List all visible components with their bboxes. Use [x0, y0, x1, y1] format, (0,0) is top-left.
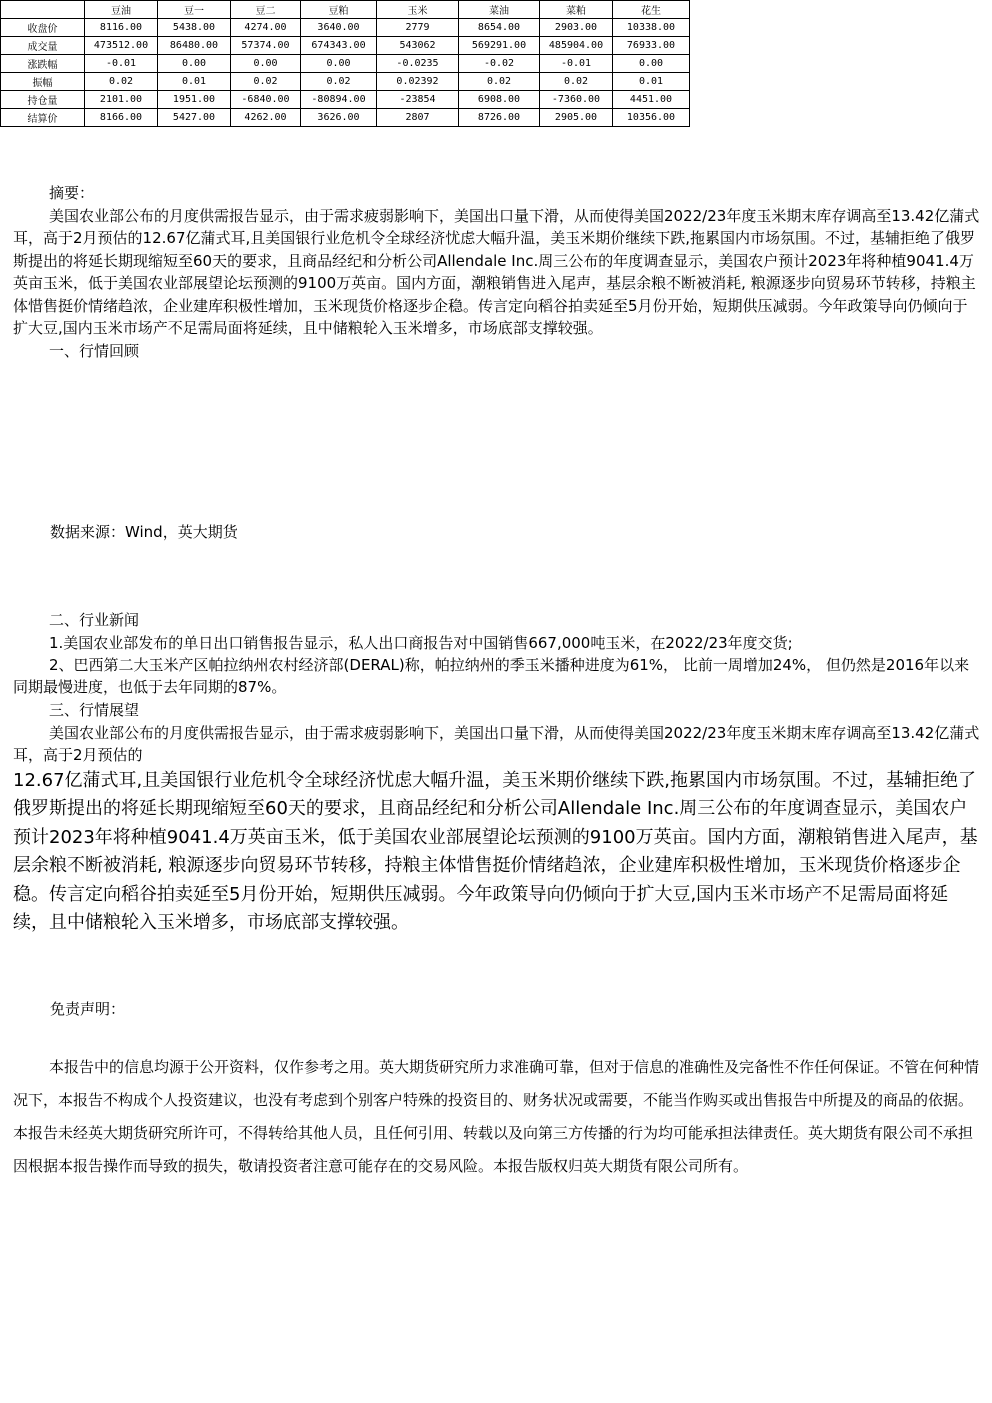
table-cell: 0.02	[85, 73, 158, 91]
table-cell: 3640.00	[301, 19, 377, 37]
table-cell: 0.00	[158, 55, 231, 73]
table-header-cell: 菜粕	[540, 1, 613, 19]
table-cell: 473512.00	[85, 37, 158, 55]
table-cell: 成交量	[1, 37, 85, 55]
table-row	[1, 73, 690, 91]
table-cell: 2903.00	[540, 19, 613, 37]
table-header-cell: 菜油	[459, 1, 540, 19]
table-cell: 0.01	[158, 73, 231, 91]
table-cell: 0.02	[231, 73, 301, 91]
table-cell: 2779	[377, 19, 459, 37]
table-cell: 485904.00	[540, 37, 613, 55]
data-source-note: 数据来源：Wind，英大期货	[50, 523, 238, 541]
industry-news-section	[13, 609, 981, 698]
table-cell: 0.02	[301, 73, 377, 91]
summary-text: 美国农业部公布的月度供需报告显示，由于需求疲弱影响下，美国出口量下滑，从而使得美国2022/23年度玉米期末库存调高至13.42亿蒲式耳，高于2月预估的12.67亿蒲式耳,且美国银行业危机令全球经济忧虑大幅升温，美玉米期价继续下跌,拖累国内市场氛围。不过，基辅拒绝了俄罗斯提出的将延长期现缩短至60天的要求，且商品经纪和分析公司Allendale Inc.周三公布的年度调查显示，美国农户预计2023年将种植9041.4万英亩玉米，低于美国农业部展望论坛预测的9100万英亩。国内方面，潮粮销售进入尾声，基层余粮不断被消耗, 粮源逐步向贸易环节转移，持粮主体惜售挺价情绪趋浓，企业建库积极性增加，玉米现货价格逐步企稳。传言定向稻谷拍卖延至5月份开始，短期供压减弱。今年政策导向仍倾向于扩大豆,国内玉米市场产不足需局面将延续，且中储粮轮入玉米增多，市场底部支撑较强。	[13, 206, 980, 337]
quotes-table-wrapper	[0, 0, 690, 127]
table-header-row	[1, 1, 690, 19]
table-row	[1, 55, 690, 73]
table-cell: 0.00	[301, 55, 377, 73]
table-cell: -80894.00	[301, 91, 377, 109]
outlook-section	[13, 699, 981, 938]
section-title-industry-news: 二、行业新闻	[49, 611, 140, 629]
section-title-outlook: 三、行情展望	[49, 701, 140, 719]
table-cell: 4262.00	[231, 109, 301, 127]
table-cell: 4274.00	[231, 19, 301, 37]
table-cell: -7360.00	[540, 91, 613, 109]
table-cell: 10356.00	[613, 109, 690, 127]
table-cell: 2905.00	[540, 109, 613, 127]
table-cell: 1951.00	[158, 91, 231, 109]
table-cell: 0.00	[231, 55, 301, 73]
table-cell: 674343.00	[301, 37, 377, 55]
table-row	[1, 19, 690, 37]
table-cell: 0.01	[613, 73, 690, 91]
table-cell: -0.02	[459, 55, 540, 73]
table-header-cell: 豆二	[231, 1, 301, 19]
table-header-cell: 花生	[613, 1, 690, 19]
table-cell: 持仓量	[1, 91, 85, 109]
disclaimer-title: 免责声明：	[50, 1000, 126, 1018]
table-header-cell: 豆粕	[301, 1, 377, 19]
table-cell: 569291.00	[459, 37, 540, 55]
table-header-cell	[1, 1, 85, 19]
table-cell: 2101.00	[85, 91, 158, 109]
table-cell: 4451.00	[613, 91, 690, 109]
table-header-cell: 玉米	[377, 1, 459, 19]
table-cell: 5427.00	[158, 109, 231, 127]
summary-label: 摘要：	[49, 184, 95, 202]
table-cell: 涨跌幅	[1, 55, 85, 73]
table-cell: 8166.00	[85, 109, 158, 127]
table-cell: 86480.00	[158, 37, 231, 55]
outlook-text: 12.67亿蒲式耳,且美国银行业危机令全球经济忧虑大幅升温，美玉米期价继续下跌,拖累国内市场氛围。不过，基辅拒绝了俄罗斯提出的将延长期现缩短至60天的要求，且商品经纪和分析公司Allendale Inc.周三公布的年度调查显示，美国农户预计2023年将种植9041.4万英亩玉米，低于美国农业部展望论坛预测的9100万英亩。国内方面，潮粮销售进入尾声，基层余粮不断被消耗, 粮源逐步向贸易环节转移，持粮主体惜售挺价情绪趋浓，企业建库积极性增加，玉米现货价格逐步企稳。传言定向稻谷拍卖延至5月份开始，短期供压减弱。今年政策导向仍倾向于扩大豆,国内玉米市场产不足需局面将延续，且中储粮轮入玉米增多，市场底部支撑较强。	[13, 769, 978, 933]
table-cell: 10338.00	[613, 19, 690, 37]
summary-section	[13, 182, 981, 362]
table-cell: 8726.00	[459, 109, 540, 127]
disclaimer-text: 本报告中的信息均源于公开资料，仅作参考之用。英大期货研究所力求准确可靠，但对于信息的准确性及完备性不作任何保证。不管在何种情况下，本报告不构成个人投资建议，也没有考虑到个别客户特殊的投资目的、财务状况或需要，不能当作购买或出售报告中所提及的商品的依据。本报告未经英大期货研究所许可，不得转给其他人员，且任何引用、转载以及向第三方传播的行为均可能承担法律责任。英大期货有限公司不承担因根据本报告操作而导致的损失，敬请投资者注意可能存在的交易风险。本报告版权归英大期货有限公司所有。	[13, 1058, 980, 1175]
table-header-cell: 豆一	[158, 1, 231, 19]
table-row	[1, 109, 690, 127]
table-cell: -23854	[377, 91, 459, 109]
table-cell: 8654.00	[459, 19, 540, 37]
table-cell: 0.00	[613, 55, 690, 73]
table-cell: 收盘价	[1, 19, 85, 37]
table-cell: 6908.00	[459, 91, 540, 109]
table-header-cell: 豆油	[85, 1, 158, 19]
table-cell: 振幅	[1, 73, 85, 91]
table-cell: -0.0235	[377, 55, 459, 73]
table-cell: -0.01	[85, 55, 158, 73]
table-cell: 0.02	[540, 73, 613, 91]
table-cell: 结算价	[1, 109, 85, 127]
table-cell: 3626.00	[301, 109, 377, 127]
news-item: 2、巴西第二大玉米产区帕拉纳州农村经济部(DERAL)称，帕拉纳州的季玉米播种进度为61%， 比前一周增加24%， 但仍然是2016年以来同期最慢进度，也低于去年同期的87%。	[13, 655, 970, 696]
table-row	[1, 37, 690, 55]
news-item: 1.美国农业部发布的单日出口销售报告显示，私人出口商报告对中国销售667,000吨玉米，在2022/23年度交货;	[49, 633, 793, 652]
table-cell: 0.02392	[377, 73, 459, 91]
table-cell: -6840.00	[231, 91, 301, 109]
disclaimer-section	[13, 1051, 981, 1183]
outlook-text-lead: 美国农业部公布的月度供需报告显示，由于需求疲弱影响下，美国出口量下滑，从而使得美国2022/23年度玉米期末库存调高至13.42亿蒲式耳，高于2月预估的	[13, 723, 980, 764]
section-title-market-review: 一、行情回顾	[49, 341, 140, 360]
table-cell: 57374.00	[231, 37, 301, 55]
table-cell: 8116.00	[85, 19, 158, 37]
table-cell: 76933.00	[613, 37, 690, 55]
table-row	[1, 91, 690, 109]
table-cell: 543062	[377, 37, 459, 55]
table-cell: 0.02	[459, 73, 540, 91]
table-cell: 5438.00	[158, 19, 231, 37]
table-cell: -0.01	[540, 55, 613, 73]
quotes-table	[0, 0, 690, 127]
table-cell: 2807	[377, 109, 459, 127]
